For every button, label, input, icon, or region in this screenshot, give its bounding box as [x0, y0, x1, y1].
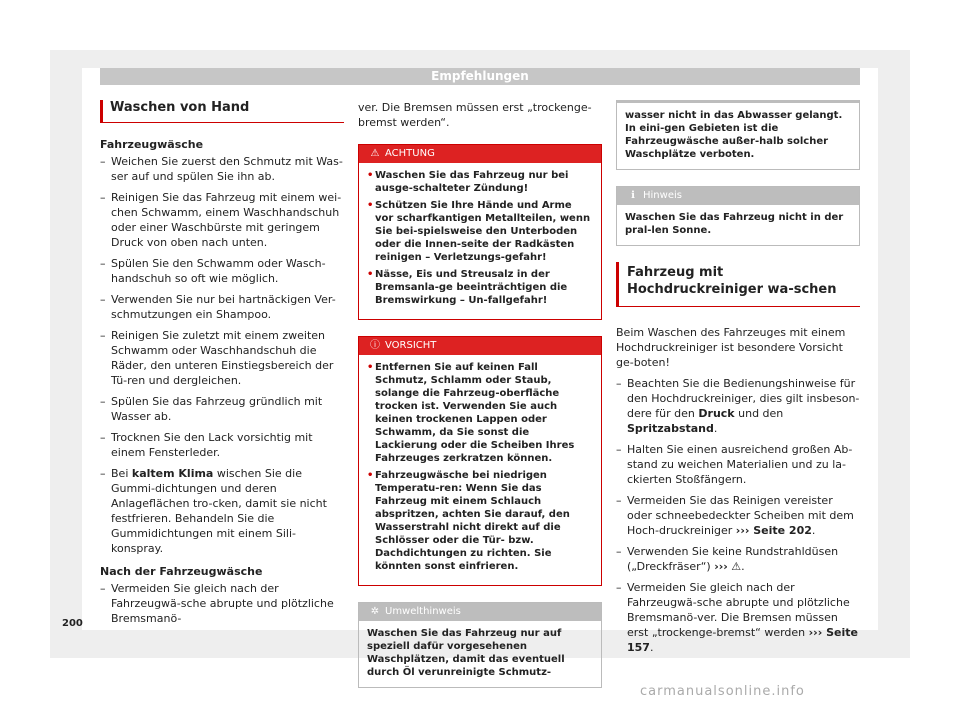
list-item: – Spülen Sie das Fahrzeug gründlich mit Wasser ab.	[100, 394, 344, 424]
hinweis-box	[616, 186, 860, 246]
text: Fahrzeugwäsche bei niedrigen Temperatu-ren: Wenn Sie das Fahrzeug mit einem Schlauch abspritzen, achten Sie darauf, den Wasserstrahl nicht direkt auf die Schlösser oder die Tür- bzw. Dachdichtungen zu richten. Sie könnten sonst einfrieren.	[375, 470, 570, 572]
achtung-label: ACHTUNG	[385, 148, 435, 159]
list-item	[616, 376, 860, 436]
list-item: – Verwenden Sie nur bei hartnäckigen Ver-schmutzungen ein Shampoo.	[100, 292, 344, 322]
text: Vermeiden Sie das Reinigen vereister oder schneebedeckter Scheiben mit dem Hoch-druckreiniger	[627, 494, 854, 537]
text: Beachten Sie die Bedienungshinweise für den Hochdruckreiniger, dies gilt insbeson-dere für den	[627, 377, 860, 420]
umwelt-label: Umwelthinweis	[385, 606, 461, 617]
text: .	[713, 422, 718, 435]
wash-steps-list	[100, 154, 344, 556]
watermark: carmanualsonline.info	[640, 684, 805, 699]
umwelt-box	[358, 602, 602, 688]
list-item	[616, 580, 860, 655]
text: und den	[734, 407, 784, 420]
hinweis-label: Hinweis	[643, 190, 682, 201]
warning-item	[367, 199, 593, 264]
warning-icon: ⚠	[370, 148, 380, 159]
achtung-header	[359, 145, 601, 163]
bold-text: Spritzabstand	[627, 422, 714, 435]
achtung-box	[358, 144, 602, 320]
list-item	[616, 544, 860, 574]
bold-text: kaltem Klima	[131, 467, 214, 480]
list-item: – Spülen Sie den Schwamm oder Wasch-handschuh so oft wie möglich.	[100, 256, 344, 286]
column-3	[616, 100, 860, 661]
environment-icon: ✲	[370, 606, 380, 617]
page-number: 200	[62, 618, 83, 629]
page-header: Empfehlungen	[100, 68, 860, 85]
after-wash-list	[100, 581, 344, 626]
warning-item	[367, 268, 593, 307]
text: Verwenden Sie keine Rundstrahldüsen („Dreckfräser“)	[627, 545, 839, 573]
umwelt-box-continued	[616, 100, 860, 170]
section-title: Waschen von Hand	[100, 100, 344, 123]
text: .	[649, 641, 654, 654]
bullet-icon: •	[367, 269, 374, 280]
vorsicht-label: VORSICHT	[385, 340, 437, 351]
continued-text: ver. Die Bremsen müssen erst „trockenge-bremst werden“.	[358, 101, 592, 129]
bullet-icon: •	[367, 362, 374, 373]
caution-item	[367, 361, 593, 465]
page-reference-link[interactable]: ››› Seite 157	[627, 626, 858, 654]
vorsicht-box	[358, 336, 602, 586]
list-item: – Vermeiden Sie gleich nach der Fahrzeugwä-sche abrupte und plötzliche Bremsmanö-	[100, 581, 344, 626]
intro-text: Beim Waschen des Fahrzeuges mit einem Hochdruckreiniger ist besondere Vorsicht ge-boten!	[616, 326, 846, 369]
subheading-nach-waesche: Nach der Fahrzeugwäsche	[100, 565, 263, 578]
caution-icon: ⓘ	[370, 340, 380, 351]
bullet-icon: •	[367, 170, 374, 181]
hinweis-body: Waschen Sie das Fahrzeug nicht in der pral-len Sonne.	[625, 212, 844, 236]
page-reference-link[interactable]: ››› Seite 202	[735, 524, 812, 537]
info-icon: ℹ	[631, 190, 635, 201]
list-item	[100, 466, 344, 556]
umwelt-body-continued: wasser nicht in das Abwasser gelangt. In eini-gen Gebieten ist die Fahrzeugwäsche außer-halb solcher Waschplätze verboten.	[625, 110, 843, 160]
list-item: – Reinigen Sie zuletzt mit einem zweiten Schwamm oder Waschhandschuh die Räder, den unteren Einstiegsbereich der Tü-ren und dergleichen.	[100, 328, 344, 388]
text: Entfernen Sie auf keinen Fall Schmutz, Schlamm oder Staub, solange die Fahrzeug-oberfläche trocken ist. Verwenden Sie auch keinen trockenen Lappen oder Schwamm, da Sie sonst die Lackierung oder die Scheiben Ihres Fahrzeuges zerkratzen können.	[375, 362, 575, 464]
achtung-body	[359, 163, 601, 319]
caution-item	[367, 469, 593, 573]
text: ⚠.	[727, 560, 745, 573]
text: .	[811, 524, 816, 537]
text: wischen Sie die Gummi-dichtungen und deren Anlageflächen tro-cken, damit sie nicht festfrieren. Behandeln Sie die Gummidichtungen mit einem Sili-konspray.	[111, 467, 327, 555]
umwelt-header	[359, 603, 601, 621]
column-2	[358, 100, 602, 704]
text: Waschen Sie das Fahrzeug nur bei ausge-schalteter Zündung!	[375, 170, 569, 194]
list-item	[616, 493, 860, 538]
umwelt-body: Waschen Sie das Fahrzeug nur auf speziell dafür vorgesehenen Waschplätzen, damit das eventuell durch Öl verunreinigte Schmutz-	[367, 628, 565, 678]
reference-link[interactable]: ›››	[714, 560, 728, 573]
bold-text: Druck	[698, 407, 735, 420]
text: Nässe, Eis und Streusalz in der Bremsanla-ge beeinträchtigen die Bremswirkung – Un-fallgefahr!	[375, 269, 568, 306]
text: Schützen Sie Ihre Hände und Arme vor scharfkantigen Metallteilen, wenn Sie bei-spielsweise den Unterboden oder die Innen-seite der Radkästen reinigen – Verletzungs-gefahr!	[375, 200, 591, 263]
vorsicht-body	[359, 355, 601, 585]
list-item: – Trocknen Sie den Lack vorsichtig mit einem Fensterleder.	[100, 430, 344, 460]
section-title: Fahrzeug mit Hochdruckreiniger wa-schen	[616, 262, 860, 307]
hinweis-header	[617, 187, 859, 205]
vorsicht-header	[359, 337, 601, 355]
subheading-fahrzeugwaesche: Fahrzeugwäsche	[100, 138, 204, 151]
list-item: – Weichen Sie zuerst den Schmutz mit Was-ser auf und spülen Sie ihn ab.	[100, 154, 344, 184]
warning-item	[367, 169, 593, 195]
column-1	[100, 100, 344, 632]
text: Bei	[111, 467, 132, 480]
text: Vermeiden Sie gleich nach der Fahrzeugwä-sche abrupte und plötzliche Bremsmanö-ver. Die Bremsen müssen erst „trockenge-bremst“ werden	[627, 581, 850, 639]
list-item: – Halten Sie einen ausreichend großen Ab-stand zu weichen Materialien und zu la-ckierten Stoßfängern.	[616, 442, 860, 487]
bullet-icon: •	[367, 200, 374, 211]
list-item: – Reinigen Sie das Fahrzeug mit einem wei-chen Schwamm, einem Waschhandschuh oder einer Waschbürste mit geringem Druck von oben nach unten.	[100, 190, 344, 250]
pressure-washer-list	[616, 376, 860, 655]
bullet-icon: •	[367, 470, 374, 481]
